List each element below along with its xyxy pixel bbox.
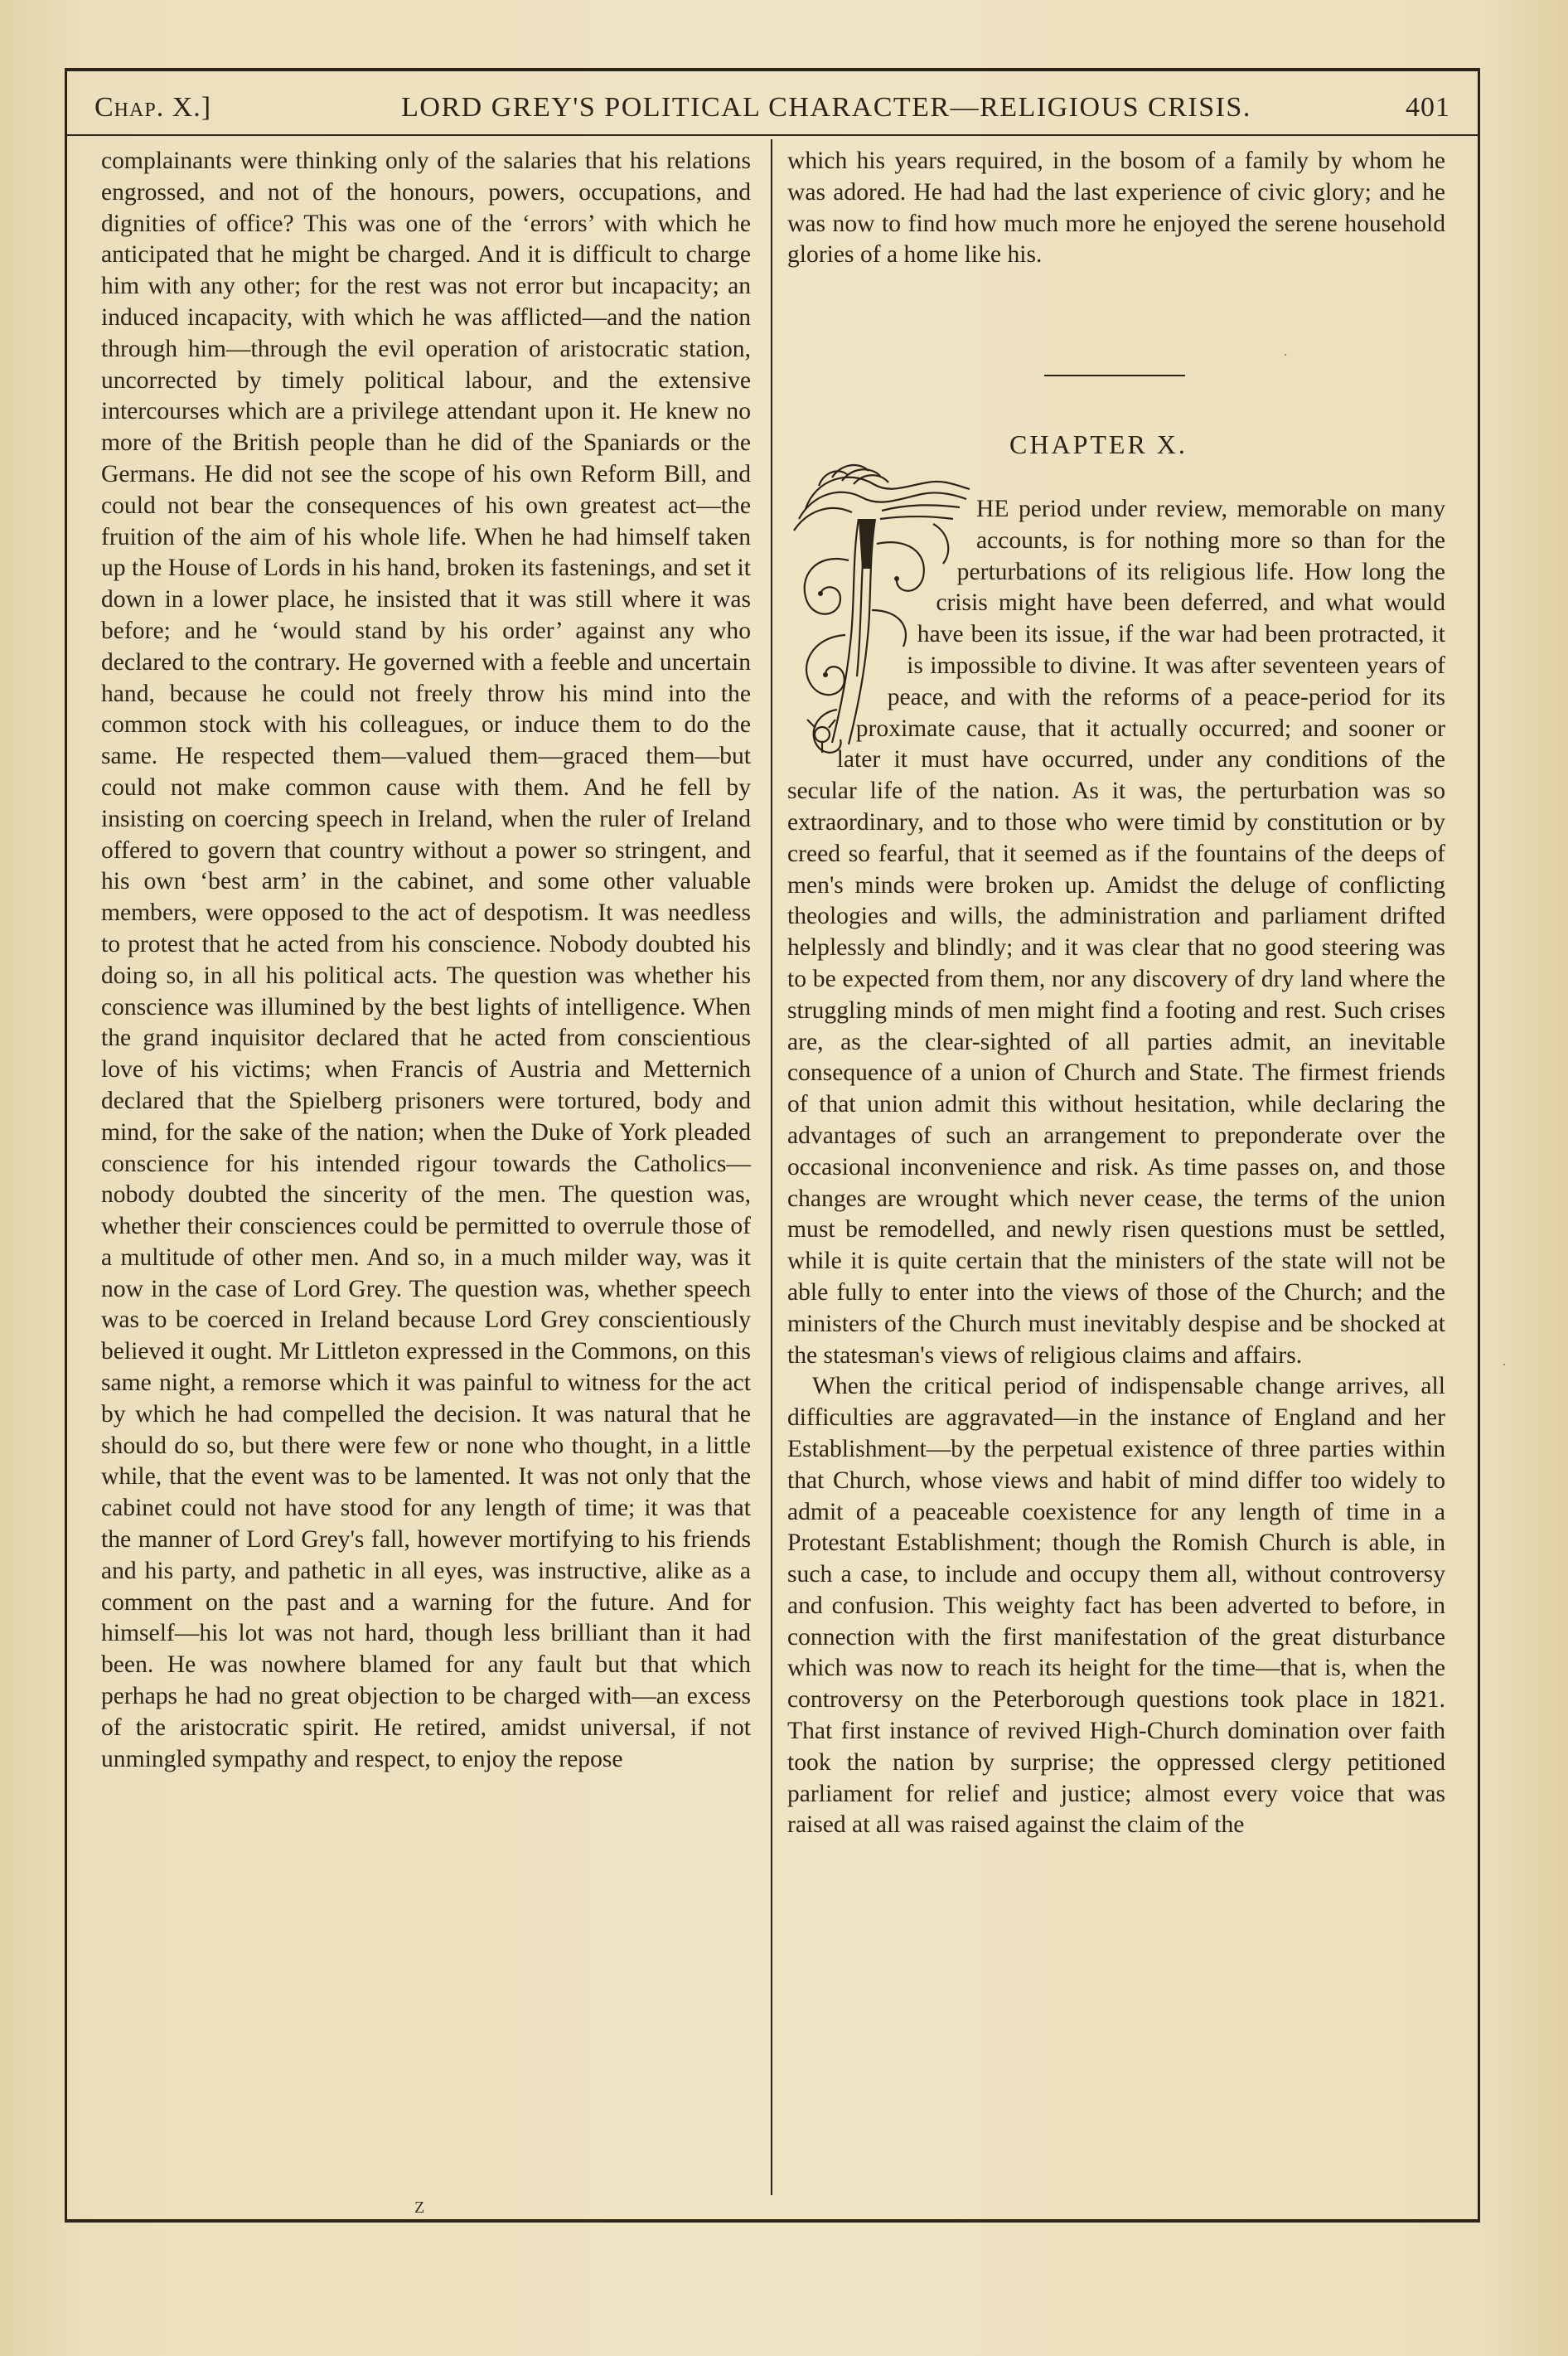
page-number: 401 [1406, 92, 1450, 123]
print-speck: · [1502, 1356, 1507, 1373]
chapter-body [787, 494, 1445, 1841]
chapter-heading: CHAPTER X. [1009, 429, 1188, 459]
right-column-continuation [787, 146, 1445, 271]
continuation-text: which his years required, in the bosom of a family by whom he was adored. He had had the last experience of civic glory; and he was now to find how much more he enjoyed the serene household glories of a home like his. [787, 148, 1445, 269]
running-header [65, 85, 1480, 131]
left-column-text: complainants were thinking only of the salaries that his relations engrossed, and not of the honours, powers, occupations, and dignities of office? This was one of the ‘errors’ with which he anticipated that he might be charged. And it is difficult to charge him with any other; for the rest was not error but incapacity; an induced incapacity, with which he was afflicted—and the nation through him—through the evil operation of aristocratic station, uncorrected by timely political labour, and the extensive intercourses which are a privilege attendant upon it. He knew no more of the British people than he did of the Spaniards or the Germans. He did not see the scope of his own Reform Bill, and could not bear the consequences of his own greatest act—the fruition of the aim of his whole life. When he had himself taken up the House of Lords in his hand, broken its fastenings, and set it down in a lower place, he insisted that it was still where it was before; and he ‘would stand by his order’ against any who declared to the contrary. He governed with a feeble and uncertain hand, because he could not freely throw his mind into the common stock with his colleagues, or induce them to do the same. He respected them—valued them—graced them—but could not make common cause with them. And he fell by insisting on coercing speech in Ireland, when the ruler of Ireland offered to govern that country without a power so stringent, and his own ‘best arm’ in the cabinet, and some other valuable members, were opposed to the act of despotism. It was needless to protest that he acted from his conscience. Nobody doubted his doing so, in all his political acts. The question was whether his conscience was illumined by the best lights of intelligence. When the grand inquisitor declared that he acted from conscientious love of his victims; when Francis of Austria and Metternich declared that the Spielberg prisoners were tortured, body and mind, for the sake of the nation; when the Duke of York pleaded conscience for his intended rigour towards the Catholics—nobody doubted the sincerity of the men. The question was, whether their consciences could be permitted to overrule those of a multitude of other men. And so, in a much milder way, was it now in the case of Lord Grey. The question was, whether speech was to be coerced in Ireland because Lord Grey conscientiously believed it ought. Mr Littleton expressed in the Commons, on this same night, a remorse which it was painful to witness for the act by which he had compelled the decision. It was natural that he should do so, but there were few or none who thought, in a little while, that the event was to be lamented. It was not only that the cabinet could not have stood for any length of time; it was that the manner of Lord Grey's fall, however mortifying to his friends and his party, and pathetic in all eyes, was instructive, alike as a comment on the past and a warning for the future. And for himself—his lot was not hard, though less brilliant than it had been. He was nowhere blamed for any fault but that which perhaps he had no great objection to be charged with—an excess of the aristocratic spirit. He retired, amidst universal, if not unmingled sympathy and respect, to enjoy the repose [101, 148, 751, 1772]
running-title: LORD GREY'S POLITICAL CHARACTER—RELIGIOUS CRISIS. [401, 92, 1251, 123]
signature-mark: Z [414, 2198, 425, 2217]
left-column [101, 146, 751, 1775]
chapter-first-paragraph: HE period under review, memorable on many accounts, is for nothing more so than for the perturbations of its religious life. How long the crisis might have been deferred, and what would have been its issue, if the war had been protracted, it is impossible to divine. It was after seventeen years of peace, and with the reforms of a peace-period for its proximate cause, that it actually occurred; and sooner or later it must have occurred, under any conditions of the secular life of the nation. As it was, the perturbation was so extraordinary, and to those who were timid by constitution or by creed so fearful, that it seemed as if the fountains of the deeps of men's minds were broken up. Amidst the deluge of conflicting theologies and wills, the administration and parliament drifted helplessly and blindly; and it was clear that no good steering was to be expected from them, nor any discovery of dry land where the struggling minds of men might find a footing and rest. Such crises are, as the clear-sighted of all parties admit, an inevitable consequence of a union of Church and State. The firmest friends of that union admit this without hesitation, while declaring the advantages of such an arrangement to preponderate over the occasional inconvenience and risk. As time passes on, and those changes are wrought which never cease, the terms of the union must be remodelled, and newly risen questions must be settled, while it is quite certain that the ministers of the state will not be able fully to enter into the views of those of the Church; and the ministers of the Church must inevitably despise and be shocked at the statesman's views of religious claims and affairs. [787, 496, 1445, 1369]
chapter-label: Chap. X.] [94, 92, 212, 123]
header-rule [65, 134, 1480, 136]
print-speck: · [1283, 347, 1288, 363]
chapter-second-paragraph: When the critical period of indispensable change arrives, all difficulties are aggravated—in the instance of England and her Establishment—by the perpetual existence of three parties within that Church, whose views and habit of mind differ too widely to admit of a peaceable coexistence for any length of time in a Protestant Establishment; though the Romish Church is able, in such a case, to include and occupy them all, without controversy and confusion. This weighty fact has been adverted to before, in connection with the first manifestation of the great disturbance which was now to reach its height for the time—that is, when the controversy on the Peterborough questions took place in 1821. That first instance of revived High-Church domination over faith took the nation by surprise; the oppressed clergy petitioned parliament for relief and justice; almost every voice that was raised at all was raised against the claim of the [787, 1373, 1445, 1839]
bottom-rule [65, 2221, 1480, 2223]
column-divider [771, 139, 772, 2195]
section-break-rule [1044, 375, 1185, 376]
